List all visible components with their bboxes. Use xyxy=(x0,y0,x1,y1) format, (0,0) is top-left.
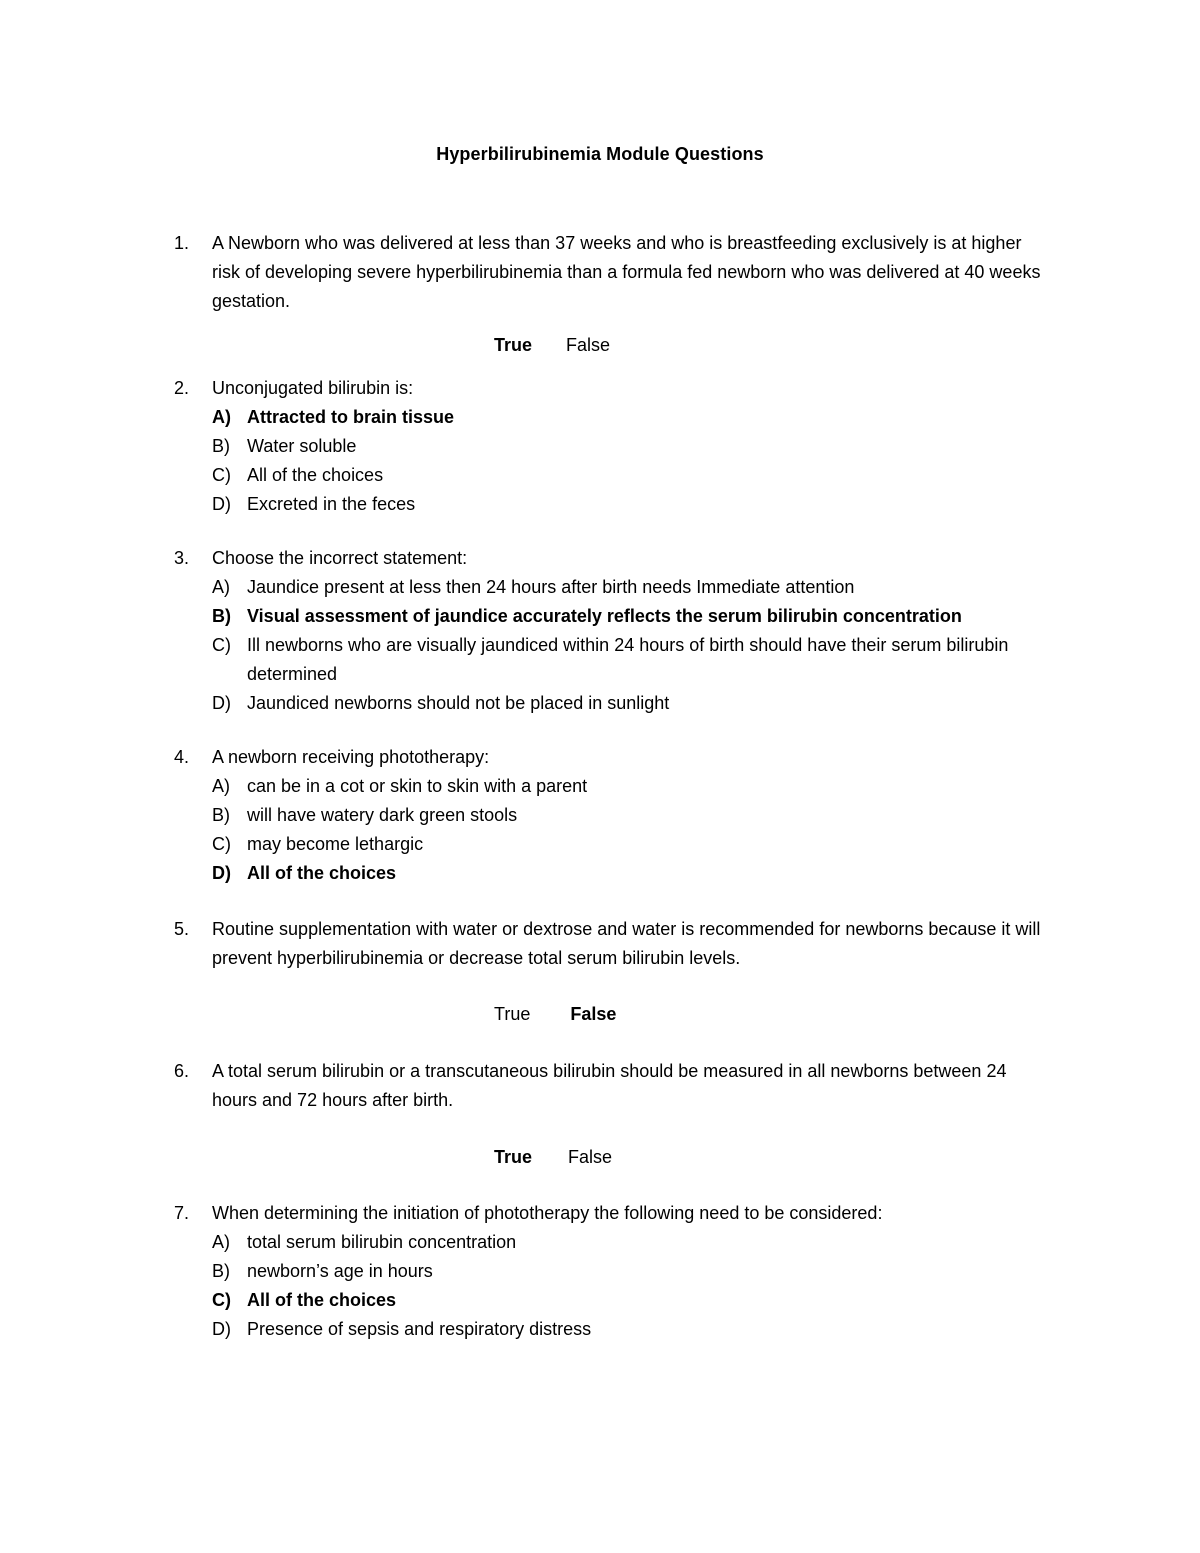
option-text: Jaundiced newborns should not be placed in sunlight xyxy=(247,693,670,713)
option-letter: B) xyxy=(212,805,230,825)
option-d xyxy=(212,1315,1052,1344)
option-letter: B) xyxy=(212,1261,230,1281)
option-text: All of the choices xyxy=(247,863,397,883)
option-letter: A) xyxy=(212,776,230,796)
option-letter: C) xyxy=(212,1290,231,1310)
option-letter: B) xyxy=(212,606,231,626)
true-false-6 xyxy=(494,1143,612,1172)
question-4 xyxy=(174,743,1054,888)
option-b xyxy=(212,801,1052,830)
option-letter: D) xyxy=(212,494,231,514)
question-text: A Newborn who was delivered at less than 37 weeks and who is breastfeeding exclusively is at higher risk of developing severe hyperbilirubinemia than a formula fed newborn who was delivered at 40 weeks gestation. xyxy=(212,233,1041,311)
option-letter: A) xyxy=(212,577,230,597)
option-b xyxy=(212,1257,1052,1286)
question-text: Unconjugated bilirubin is: xyxy=(212,378,414,398)
option-text: can be in a cot or skin to skin with a parent xyxy=(247,776,588,796)
option-text: All of the choices xyxy=(247,465,384,485)
option-list xyxy=(212,1228,1052,1344)
question-number: 3. xyxy=(174,548,190,568)
option-d xyxy=(212,490,1052,519)
question-1 xyxy=(174,229,1054,316)
option-text: Attracted to brain tissue xyxy=(247,407,455,427)
question-text: Choose the incorrect statement: xyxy=(212,548,468,568)
option-d xyxy=(212,859,1052,888)
option-text: Water soluble xyxy=(247,436,357,456)
option-letter: A) xyxy=(212,407,231,427)
option-list xyxy=(212,403,1052,519)
question-text: When determining the initiation of phototherapy the following need to be considered: xyxy=(212,1203,883,1223)
option-text: Excreted in the feces xyxy=(247,494,416,514)
question-5 xyxy=(174,915,1054,973)
option-letter: D) xyxy=(212,1319,231,1339)
option-text: Jaundice present at less then 24 hours after birth needs Immediate attention xyxy=(247,577,855,597)
question-text: A total serum bilirubin or a transcutaneous bilirubin should be measured in all newborns between 24 hours and 72 hours after birth. xyxy=(212,1061,1007,1110)
question-2 xyxy=(174,374,1054,519)
option-d xyxy=(212,689,1052,718)
option-c xyxy=(212,830,1052,859)
option-list xyxy=(212,573,1052,718)
question-number: 5. xyxy=(174,919,190,939)
option-text: newborn’s age in hours xyxy=(247,1261,433,1281)
question-text: Routine supplementation with water or dextrose and water is recommended for newborns because it will prevent hyperbilirubinemia or decrease total serum bilirubin levels. xyxy=(212,919,1041,968)
true-false-5 xyxy=(494,1000,616,1029)
option-text: Ill newborns who are visually jaundiced within 24 hours of birth should have their serum bilirubin determined xyxy=(247,635,1009,684)
option-text: will have watery dark green stools xyxy=(247,805,518,825)
page-title: Hyperbilirubinemia Module Questions xyxy=(436,144,764,164)
option-letter: C) xyxy=(212,635,231,655)
false-label: False xyxy=(570,1004,617,1024)
question-number: 2. xyxy=(174,378,190,398)
option-a xyxy=(212,403,1052,432)
option-list xyxy=(212,772,1052,888)
option-b xyxy=(212,602,1052,631)
option-c xyxy=(212,461,1052,490)
option-a xyxy=(212,772,1052,801)
option-c xyxy=(212,1286,1052,1315)
question-number: 7. xyxy=(174,1203,190,1223)
question-number: 1. xyxy=(174,233,190,253)
option-b xyxy=(212,432,1052,461)
question-text: A newborn receiving phototherapy: xyxy=(212,747,490,767)
question-number: 6. xyxy=(174,1061,190,1081)
option-text: Visual assessment of jaundice accurately reflects the serum bilirubin concentration xyxy=(247,606,962,626)
true-label: True xyxy=(494,1147,533,1167)
true-label: True xyxy=(494,1004,531,1024)
option-text: may become lethargic xyxy=(247,834,424,854)
option-c xyxy=(212,631,1052,689)
option-text: All of the choices xyxy=(247,1290,397,1310)
true-label: True xyxy=(494,335,533,355)
question-3 xyxy=(174,544,1054,718)
option-letter: B) xyxy=(212,436,230,456)
question-6 xyxy=(174,1057,1054,1115)
option-text: Presence of sepsis and respiratory distress xyxy=(247,1319,592,1339)
question-7 xyxy=(174,1199,1054,1344)
option-a xyxy=(212,1228,1052,1257)
option-letter: D) xyxy=(212,693,231,713)
option-letter: D) xyxy=(212,863,231,883)
true-false-1 xyxy=(494,331,610,360)
question-number: 4. xyxy=(174,747,190,767)
option-letter: A) xyxy=(212,1232,230,1252)
option-letter: C) xyxy=(212,834,231,854)
option-a xyxy=(212,573,1052,602)
false-label: False xyxy=(566,335,611,355)
option-text: total serum bilirubin concentration xyxy=(247,1232,517,1252)
option-letter: C) xyxy=(212,465,231,485)
false-label: False xyxy=(568,1147,613,1167)
